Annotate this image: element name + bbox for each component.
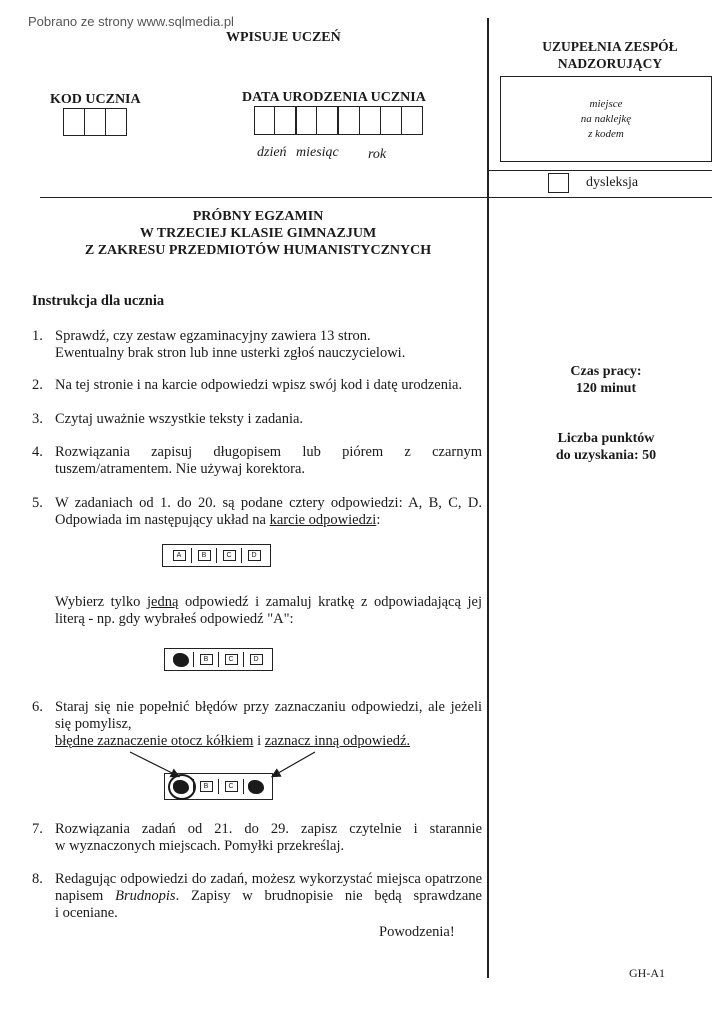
exam-title: PRÓBNY EGZAMIN W TRZECIEJ KLASIE GIMNAZJUM Z ZAKRESU PRZEDMIOTÓW HUMANISTYCZNYCH xyxy=(84,209,432,258)
instruction-5: 5. W zadaniach od 1. do 20. są podane cztery odpowiedzi: A, B, C, D. Odpowiada im następujący układ na karcie odpowiedzi: xyxy=(32,495,482,528)
header-divider xyxy=(40,197,712,198)
sticker-box: miejsce na naklejkę z kodem xyxy=(500,76,712,162)
instructions-heading: Instrukcja dla ucznia xyxy=(32,293,165,309)
instruction-7: 7. Rozwiązania zadań od 21. do 29. zapisz czytelnie i starannie w wyznaczonych miejscach. Pomyłki przekreślaj. xyxy=(32,821,482,854)
instruction-5-choose: Wybierz tylko jedną odpowiedź i zamaluj kratkę z odpowiadającą jej literą - np. gdy wybrałeś odpowiedź "A": xyxy=(55,594,482,627)
points-info: Liczba punktów do uzyskania: 50 xyxy=(555,431,657,463)
year-label: rok xyxy=(368,147,387,162)
answer-grid-correction-example: B C xyxy=(164,773,273,800)
right-divider xyxy=(487,170,712,171)
instruction-1: 1. Sprawdź, czy zestaw egzaminacyjny zawiera 13 stron. Ewentualny brak stron lub inne usterki zgłoś nauczycielowi. xyxy=(32,328,406,361)
good-luck: Powodzenia! xyxy=(379,924,455,940)
time-info: Czas pracy: 120 minut xyxy=(570,364,642,396)
birth-date-label: DATA URODZENIA UCZNIA xyxy=(242,90,426,105)
student-code-boxes[interactable] xyxy=(63,108,127,136)
dyslexia-checkbox[interactable] xyxy=(548,173,569,193)
supervisor-header: UZUPEŁNIA ZESPÓŁ NADZORUJĄCY xyxy=(542,39,678,71)
vertical-divider xyxy=(487,18,489,978)
instruction-6: 6. Staraj się nie popełnić błędów przy zaznaczaniu odpowiedzi, ale jeżeli się pomylisz, błędne zaznaczenie otocz kółkiem i zaznacz inną odpowiedź. xyxy=(32,699,482,749)
answer-grid-example: A B C D xyxy=(162,544,271,567)
filled-mark xyxy=(173,653,189,667)
month-label: miesiąc xyxy=(296,145,339,160)
instruction-3: 3. Czytaj uważnie wszystkie teksty i zadania. xyxy=(32,411,304,427)
footer-code: GH-A1 xyxy=(629,966,665,980)
watermark: Pobrano ze strony www.sqlmedia.pl xyxy=(28,14,234,29)
student-header: WPISUJE UCZEŃ xyxy=(226,30,341,45)
instruction-2: 2. Na tej stronie i na karcie odpowiedzi wpisz swój kod i datę urodzenia. xyxy=(32,377,463,393)
instruction-8: 8. Redagując odpowiedzi do zadań, możesz wykorzystać miejsca opatrzone napisem Brudnopis. Zapisy w brudnopisie nie będą sprawdzane i oceniane. xyxy=(32,871,482,921)
day-label: dzień xyxy=(257,145,287,160)
corrected-mark xyxy=(248,780,264,794)
instruction-4: 4. Rozwiązania zapisuj długopisem lub piórem z czarnym tuszem/atramentem. Nie używaj korektora. xyxy=(32,444,482,477)
dyslexia-label: dysleksja xyxy=(586,175,639,190)
answer-grid-filled-example: B C D xyxy=(164,648,273,671)
birth-date-boxes[interactable] xyxy=(254,106,423,135)
correction-circle xyxy=(168,774,196,800)
student-code-label: KOD UCZNIA xyxy=(50,92,141,107)
